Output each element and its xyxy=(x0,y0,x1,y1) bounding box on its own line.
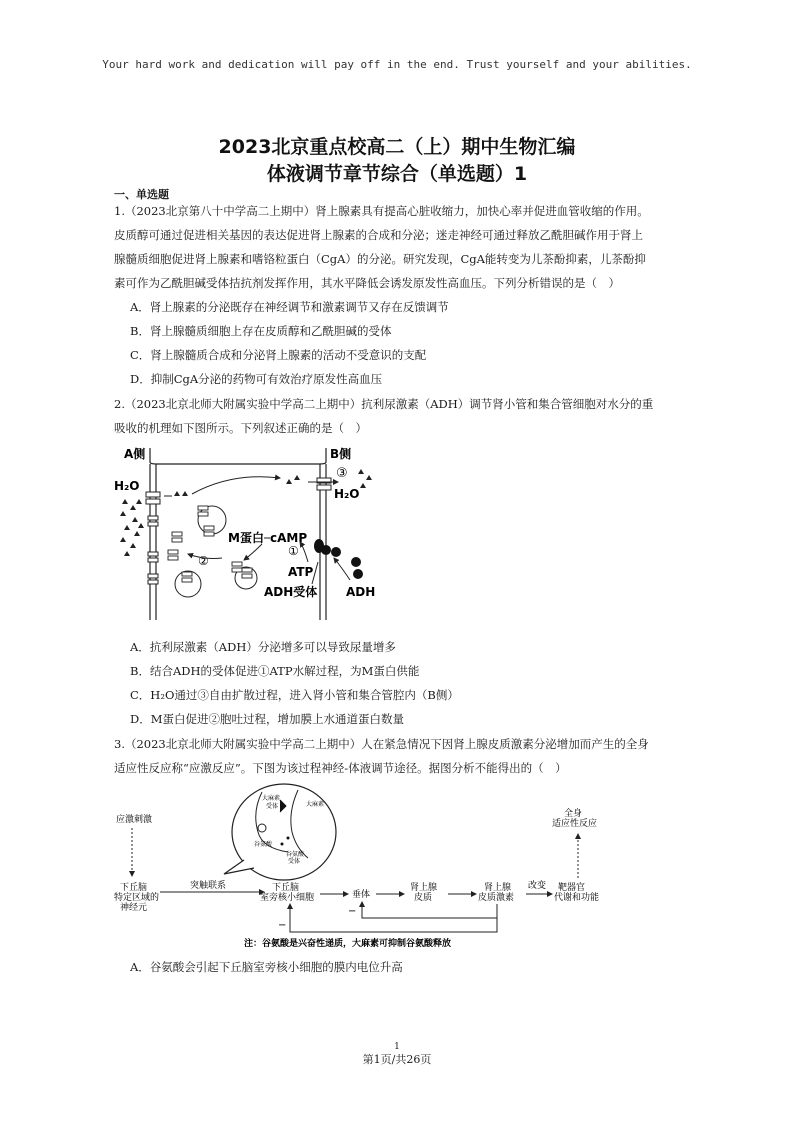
inset-dot xyxy=(281,843,284,846)
adh-receptor-shape xyxy=(314,539,331,555)
q2-option-a[interactable]: A．抗利尿激素（ADH）分泌增多可以导致尿量增多 xyxy=(130,640,396,654)
label-side-a: A侧 xyxy=(124,447,146,461)
q1-option-c[interactable]: C．肾上腺髓质合成和分泌肾上腺素的活动不受意识的支配 xyxy=(130,348,427,362)
arrow-water-across xyxy=(192,477,280,494)
q2-line: 2.（2023北京北师大附属实验中学高二上期中）抗利尿激素（ADH）调节肾小管和集合管细胞对水分的重 xyxy=(114,397,654,411)
figure-note: 注：谷氨酸是兴奋性递质，大麻素可抑制谷氨酸释放 xyxy=(244,939,452,949)
label-hypo-3: 神经元 xyxy=(120,903,148,913)
label-h2o-right: H₂O xyxy=(334,487,360,501)
label-hormone-1: 肾上腺 xyxy=(484,883,512,893)
label-camp: cAMP xyxy=(270,531,308,545)
q1-line: 皮质醇可通过促进相关基因的表达促进肾上腺素的合成和分泌；迷走神经可通过释放乙酰胆碱作用于肾上 xyxy=(114,228,643,242)
label-stimulus: 应激刺激 xyxy=(116,815,153,825)
header-motto: Your hard work and dedication will pay off in the end. Trust yourself and your abilities. xyxy=(102,58,692,71)
water-molecules-left xyxy=(120,499,144,556)
label-adrenal-1: 肾上腺 xyxy=(410,883,438,893)
label-m-protein: M蛋白 xyxy=(228,531,264,545)
label-adh: ADH xyxy=(346,585,376,599)
section-heading: 一、单选题 xyxy=(114,188,169,201)
label-pvn-2: 室旁核小细胞 xyxy=(260,893,315,903)
label-whole-2: 适应性反应 xyxy=(552,819,598,829)
water-channels-left xyxy=(146,492,160,584)
adh-molecules xyxy=(331,547,363,579)
q2-line: 吸收的机理如下图所示。下列叙述正确的是（ ） xyxy=(114,421,367,435)
label-target-2: 代谢和功能 xyxy=(554,893,600,903)
vesicles xyxy=(175,506,257,597)
q3-line: 适应性反应称“应激反应”。下图为该过程神经-体液调节途径。据图分析不能得出的（ ） xyxy=(114,761,567,775)
page-subtitle: 体液调节章节综合（单选题）1 xyxy=(266,163,528,185)
inset-dot xyxy=(287,837,290,840)
label-target-1: 靶器官 xyxy=(558,883,586,893)
label-circle-3: ③ xyxy=(336,466,348,481)
feedback-to-pituitary xyxy=(362,902,497,918)
arrow-adh-bind xyxy=(334,558,350,580)
label-circle-1: ① xyxy=(288,544,299,558)
label-minus-1: − xyxy=(348,906,357,917)
label-atp: ATP xyxy=(288,565,314,579)
water-channel-right xyxy=(317,478,331,490)
q3-option-a[interactable]: A．谷氨酸会引起下丘脑室旁核小细胞的膜内电位升高 xyxy=(130,960,403,974)
label-hormone-2: 皮质激素 xyxy=(478,893,515,903)
q2-option-d[interactable]: D．M蛋白促进②胞吐过程，增加膜上水通道蛋白数量 xyxy=(130,712,404,726)
label-adh-receptor: ADH受体 xyxy=(264,585,318,599)
label-pvn-1: 下丘脑 xyxy=(272,883,300,893)
label-synapse: 突触联系 xyxy=(190,881,227,891)
label-hypo-2: 特定区域的 xyxy=(114,893,160,903)
page-mark: 1 xyxy=(394,1042,400,1052)
label-pituitary: 垂体 xyxy=(352,890,371,900)
inset-glu-receptor-2: 受体 xyxy=(288,858,301,865)
q2-option-c[interactable]: C．H₂O通过③自由扩散过程，进入肾小管和集合管腔内（B侧） xyxy=(130,688,459,702)
label-circle-2: ② xyxy=(198,554,209,568)
q2-option-b[interactable]: B．结合ADH的受体促进①ATP水解过程，为M蛋白供能 xyxy=(130,664,420,678)
inset-cannabis-receptor-1: 大麻素 xyxy=(262,795,281,802)
label-side-b: B侧 xyxy=(330,447,352,461)
q1-line: 1.（2023北京第八十中学高二上期中）肾上腺素具有提高心脏收缩力，加快心率并促进血管收缩的作用。 xyxy=(114,204,649,218)
page-title: 2023北京重点校高二（上）期中生物汇编 xyxy=(218,136,576,158)
q1-line: 素可作为乙酰胆碱受体拮抗剂发挥作用，其水平降低会诱发原发性高血压。下列分析错误的是（ ） xyxy=(114,276,620,290)
cell-top-membrane xyxy=(150,448,326,464)
q3-line: 3.（2023北京北师大附属实验中学高二上期中）人在紧急情况下因肾上腺皮质激素分泌增加而产生的全身 xyxy=(114,737,649,751)
arrow-m-to-vesicle xyxy=(244,544,262,560)
q1-option-d[interactable]: D．抑制CgA分泌的药物可有效治疗原发性高血压 xyxy=(130,372,383,386)
label-hypo-1: 下丘脑 xyxy=(120,883,148,893)
inset-cannabis: 大麻素 xyxy=(306,801,325,808)
page-footer: 第1页/共26页 xyxy=(362,1053,432,1066)
inset-cannabis-receptor-2: 受体 xyxy=(266,803,279,810)
arrow-atp-camp xyxy=(300,542,308,562)
adh-mechanism-figure xyxy=(112,444,392,624)
inset-glutamate: 谷氨酸 xyxy=(254,841,273,848)
stress-response-figure xyxy=(112,782,602,952)
label-change: 改变 xyxy=(528,881,547,891)
label-adrenal-2: 皮质 xyxy=(414,893,433,903)
q1-line: 腺髓质细胞促进肾上腺素和嗜铬粒蛋白（CgA）的分泌。研究发现，CgA能转变为儿茶酚抑素，儿茶酚抑 xyxy=(114,252,646,266)
label-h2o-left: H₂O xyxy=(114,479,140,493)
label-whole-1: 全身 xyxy=(564,809,583,819)
inset-glu-receptor-1: 谷氨酸 xyxy=(286,851,305,858)
q1-option-b[interactable]: B．肾上腺髓质细胞上存在皮质醇和乙酰胆碱的受体 xyxy=(130,324,392,338)
label-minus-2: − xyxy=(278,920,287,931)
q1-option-a[interactable]: A．肾上腺素的分泌既存在神经调节和激素调节又存在反馈调节 xyxy=(130,300,449,314)
